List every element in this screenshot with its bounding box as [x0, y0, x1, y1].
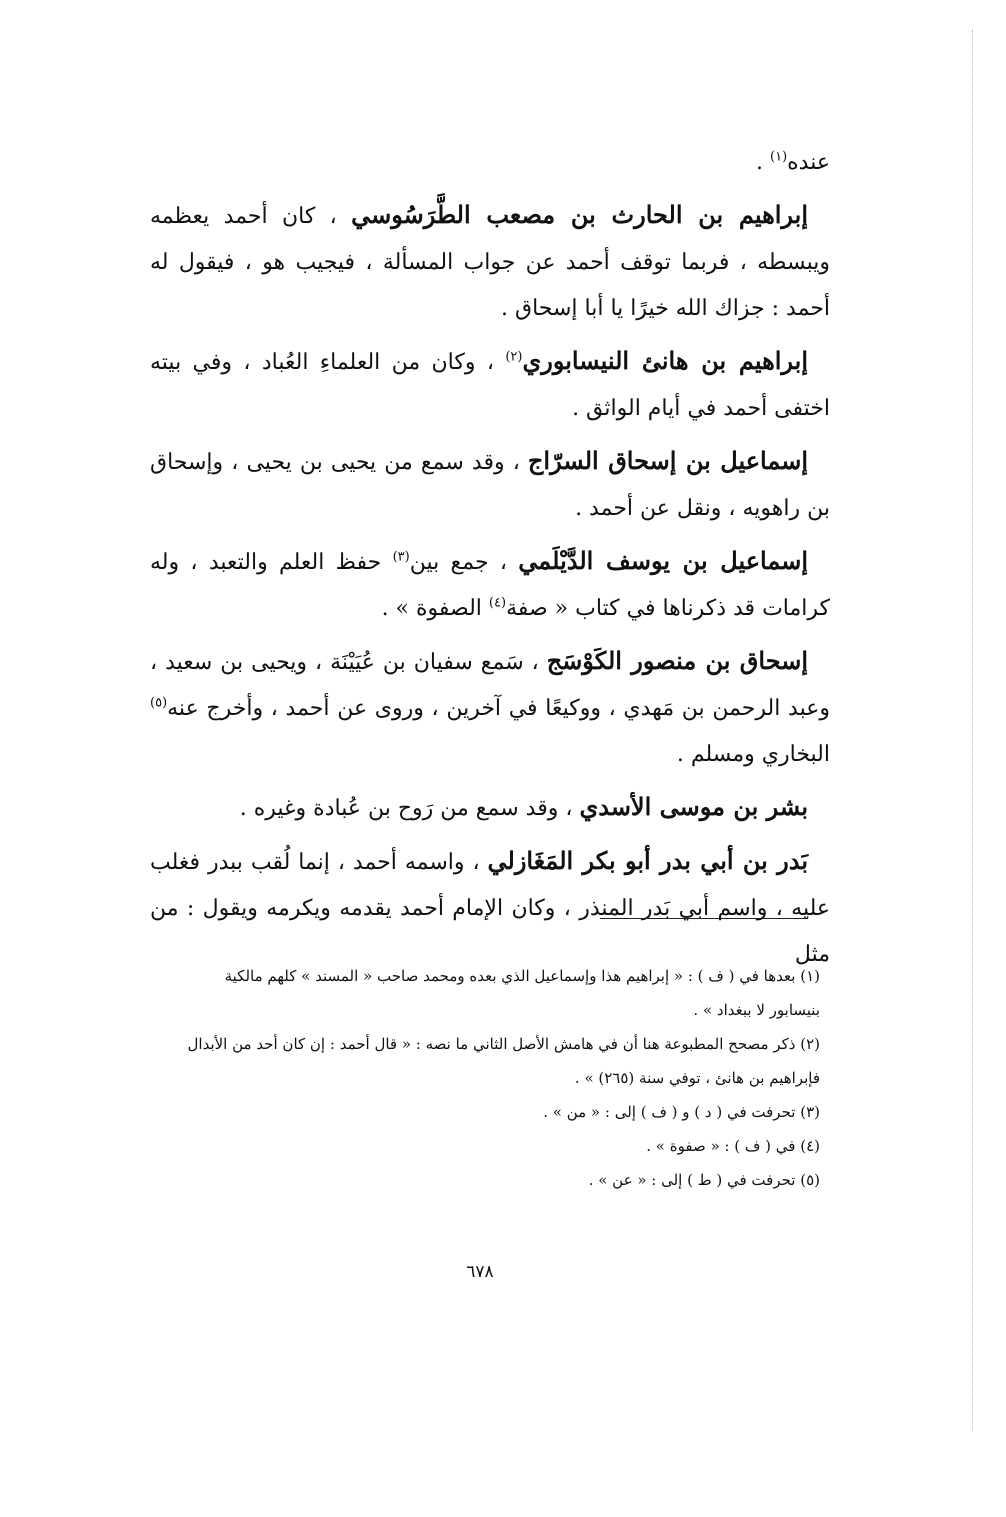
- footnote-3: (٣) تحرفت في ( د ) و ( ف ) إلى : « من » .: [543, 1103, 820, 1121]
- entry-name: إبراهيم بن هانئ النيسابوري: [522, 346, 808, 375]
- entry-text: ، وقد سمع من رَوح بن عُبادة وغيره .: [239, 796, 580, 821]
- paragraph-continuation: [150, 140, 830, 186]
- entry-ismail-sarraj: [150, 438, 830, 532]
- paragraph-text: .: [756, 150, 771, 175]
- footnote-2-line-1: (٢) ذكر مصحح المطبوعة هنا أن في هامش الأصل الثاني ما نصه : « قال أحمد : إن كان أحد من الأبدال: [187, 1035, 820, 1053]
- entry-text: حفظ العلم والتعبد ، وله كرامات قد ذكرناها في كتاب « صفة: [150, 550, 830, 621]
- entry-name: بشر بن موسى الأسدي: [579, 792, 808, 821]
- entry-text: الصفوة » .: [381, 596, 489, 621]
- footnote-ref: (٣): [392, 549, 410, 565]
- entry-ismail-daylami: [150, 538, 830, 632]
- entry-text: ، جمع بين: [409, 550, 519, 575]
- footnote-1-line-1: (١) بعدها في ( ف ) : « إبراهيم هذا وإسماعيل الذي بعده ومحمد صاحب « المسند » كلهم مالكية: [224, 967, 820, 985]
- entry-name: إسحاق بن منصور الكَوْسَج: [546, 646, 808, 675]
- entry-text: البخاري ومسلم .: [676, 742, 830, 767]
- entry-text: ، سَمع سفيان بن عُيَيْنَة ، ويحيى بن سعيد ، وعبد الرحمن بن مَهدي ، ووكيعًا في آخرين ، وروى عن أحمد ، وأخرج عنه: [150, 650, 830, 721]
- footnote-ref: (٥): [150, 695, 168, 711]
- scan-edge-line: [972, 30, 973, 1430]
- footnote-4: (٤) في ( ف ) : « صفوة » .: [646, 1137, 820, 1155]
- main-text: [150, 140, 830, 984]
- entry-badr-maghazili: [150, 838, 830, 978]
- footnote-ref: (٤): [488, 595, 507, 611]
- entry-text: ، وقد سمع من يحيى بن يحيى ، وإسحاق بن راهويه ، ونقل عن أحمد .: [150, 450, 830, 521]
- footnote-separator: [600, 918, 808, 919]
- paragraph-text: عنده: [787, 150, 830, 175]
- entry-name: إسماعيل بن يوسف الدَّيْلَمي: [518, 546, 808, 575]
- footnote-5: (٥) تحرفت في ( ط ) إلى : « عن » .: [588, 1171, 820, 1189]
- entry-name: إبراهيم بن الحارث بن مصعب الطَّرَسُوسي: [351, 200, 808, 229]
- entry-text: ، واسمه أحمد ، إنما لُقب ببدر فغلب عليه ، واسم أبي بَدر المنذر ، وكان الإمام أحمد يقدمه ويكرمه ويقول : من مثل: [150, 850, 830, 967]
- entry-ibrahim-naysaburi: [150, 338, 830, 432]
- footnote-2-line-2: فإبراهيم بن هانئ ، توفي سنة (٢٦٥) » .: [574, 1069, 820, 1087]
- entry-text: ، وكان من العلماءِ العُباد ، وفي بيته اختفى أحمد في أيام الواثق .: [150, 350, 830, 421]
- entry-name: بَدر بن أبي بدر أبو بكر المَغَازلي: [487, 846, 808, 875]
- entry-ishaq-kawsaj: [150, 638, 830, 778]
- footnote-ref: (١): [770, 149, 788, 165]
- entry-ibrahim-tarsusi: [150, 192, 830, 332]
- entry-text: ، كان أحمد يعظمه ويبسطه ، فربما توقف أحمد عن جواب المسألة ، فيجيب هو ، فيقول له أحمد : جزاك الله خيرًا يا أبا إسحاق .: [150, 204, 830, 321]
- footnote-1-line-2: بنيسابور لا ببغداد » .: [693, 1001, 820, 1019]
- footnote-ref: (٢): [505, 349, 523, 365]
- footnotes: [140, 960, 820, 1198]
- page-number: ٦٧٨: [466, 1262, 494, 1282]
- entry-name: إسماعيل بن إسحاق السرّاج: [527, 446, 808, 475]
- entry-bishr-asadi: [150, 784, 830, 832]
